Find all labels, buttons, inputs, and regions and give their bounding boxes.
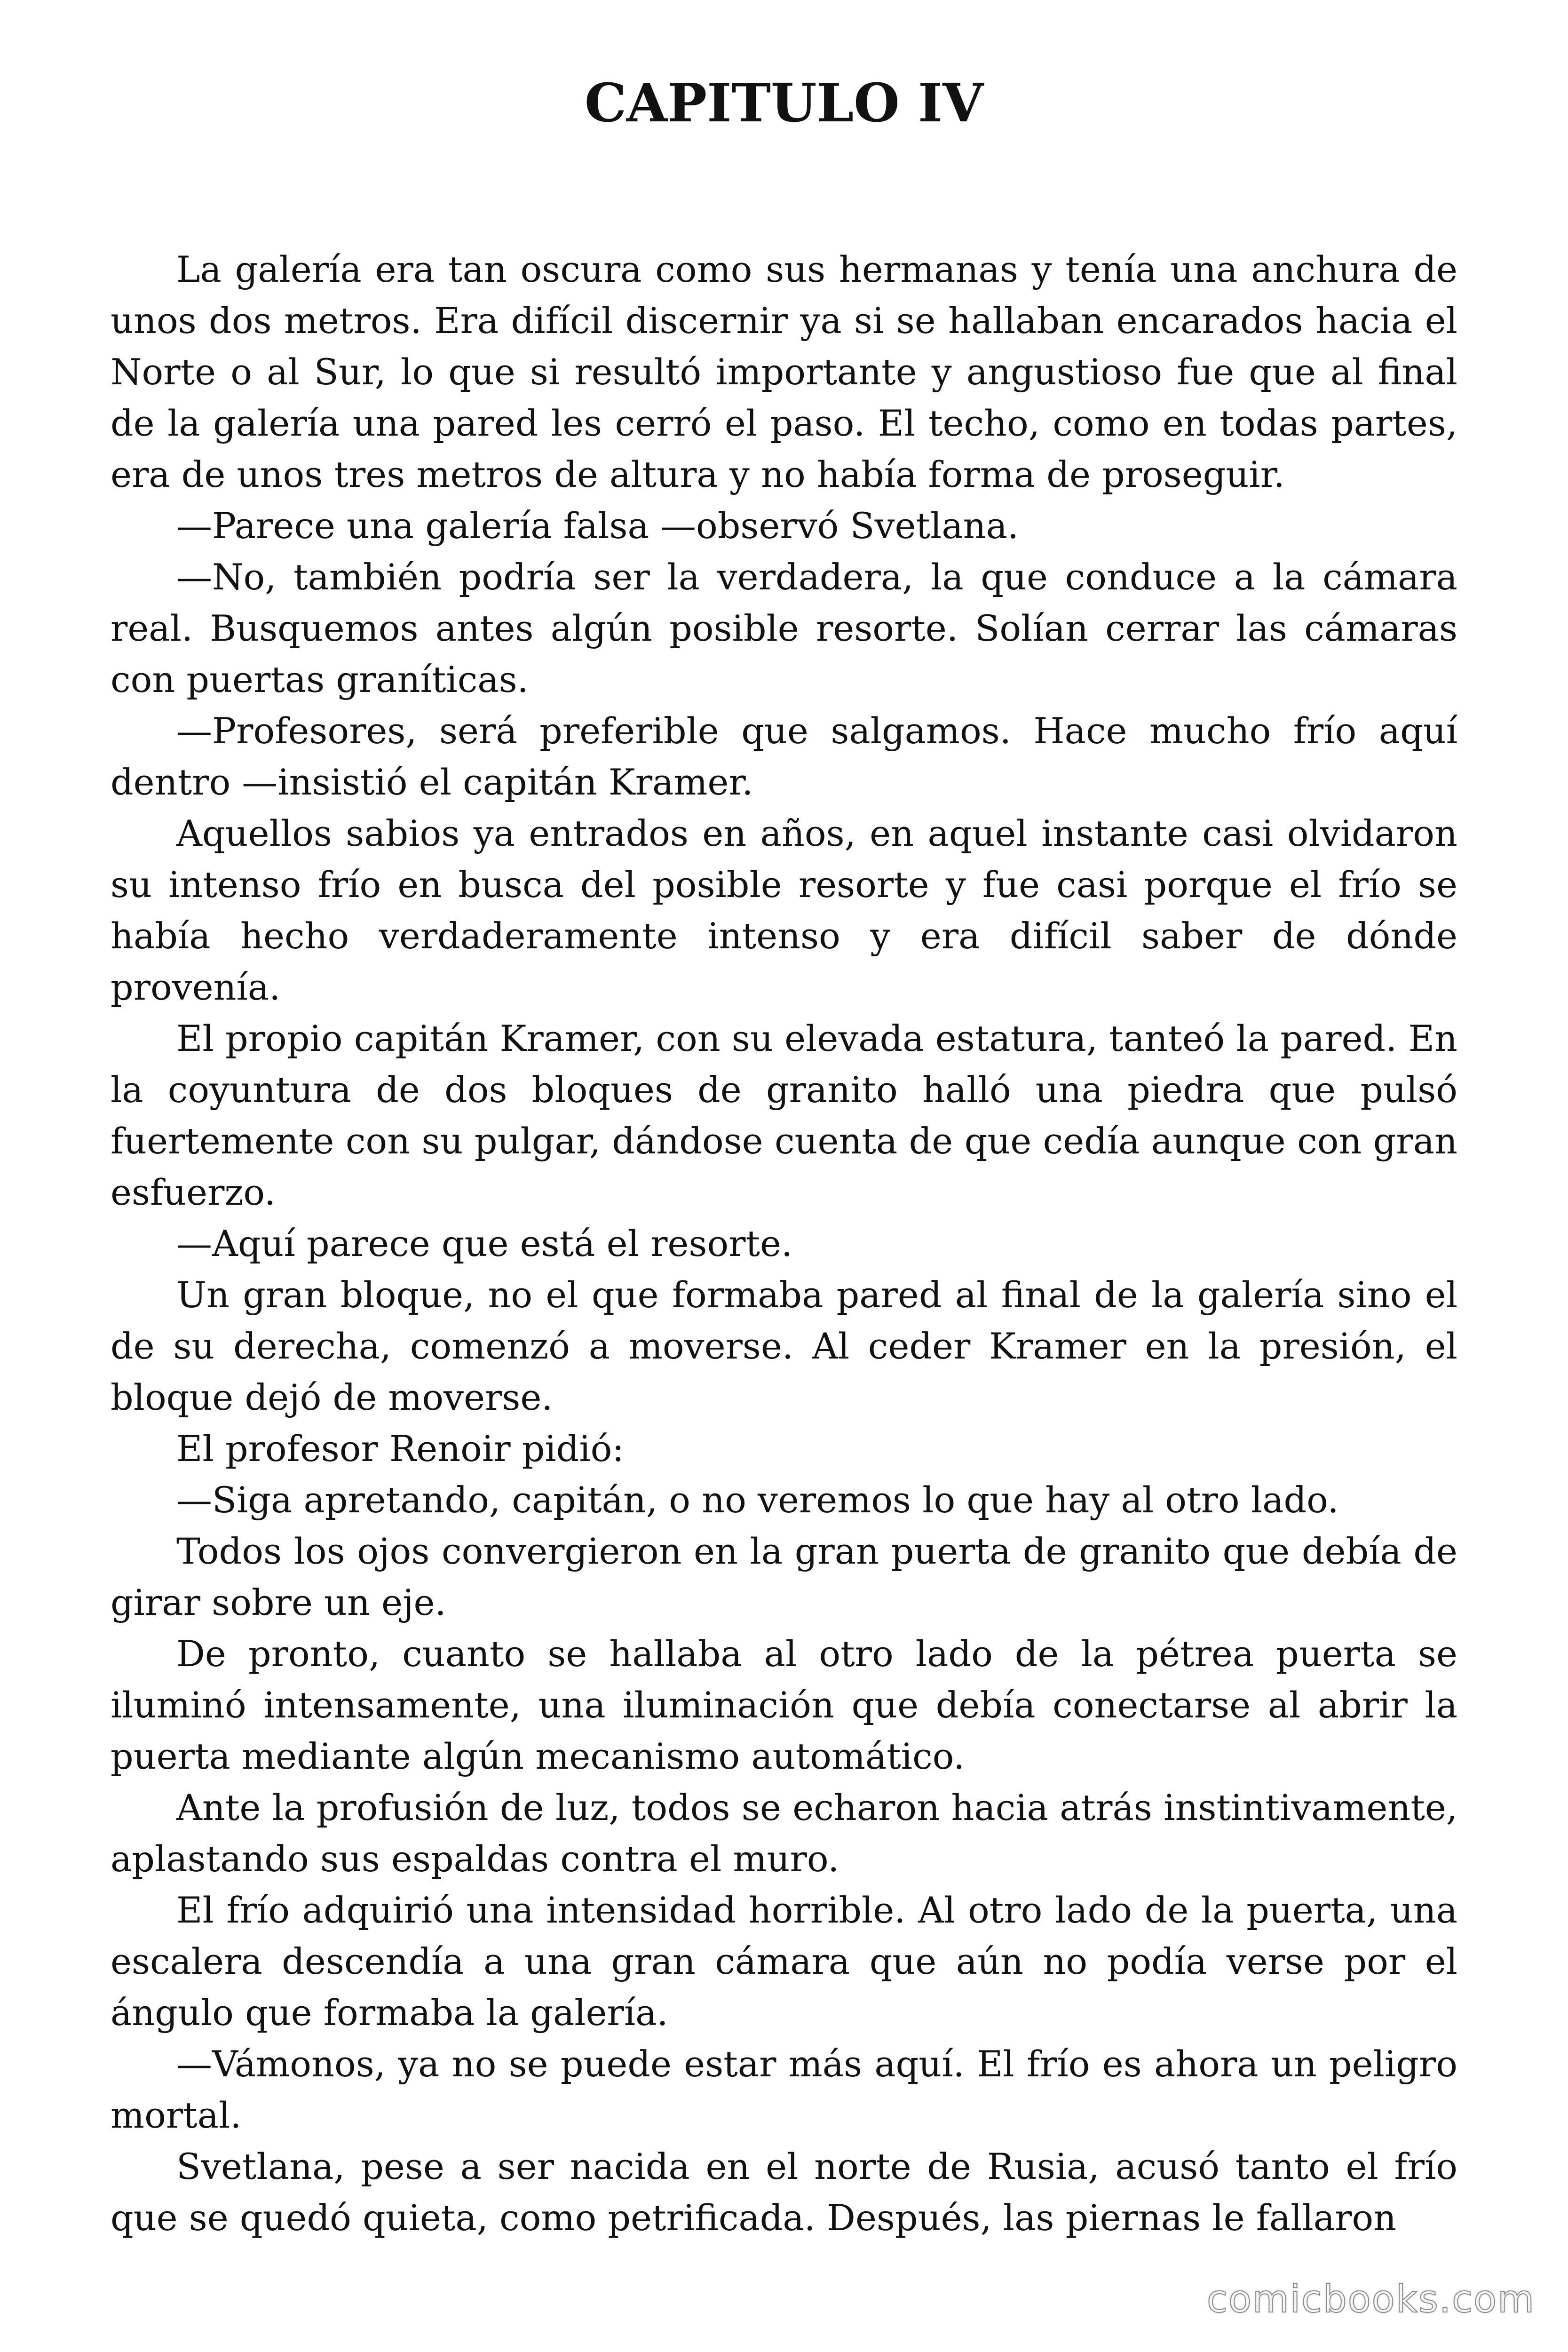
paragraph: Todos los ojos convergieron en la gran puerta de granito que debía de girar sobre un eje. (111, 1530, 1457, 1623)
paragraph: Un gran bloque, no el que formaba pared al final de la galería sino el de su derecha, comenzó a moverse. Al ceder Kramer en la presión, el bloque dejó de moverse. (111, 1274, 1457, 1418)
paragraph: —Siga apretando, capitán, o no veremos lo que hay al otro lado. (176, 1479, 1339, 1521)
paragraph: El propio capitán Kramer, con su elevada estatura, tanteó la pared. En la coyuntura de dos bloques de granito halló una piedra que pulsó fuertemente con su pulgar, dándose cuenta de que cedía aunque con gran esfuerzo. (111, 1017, 1457, 1213)
paragraph: —Profesores, será preferible que salgamos. Hace mucho frío aquí dentro —insistió el capitán Kramer. (111, 710, 1457, 803)
paragraph: —Parece una galería falsa —observó Svetlana. (176, 505, 1019, 547)
chapter-title: CAPITULO IV (584, 72, 984, 134)
paragraph: De pronto, cuanto se hallaba al otro lado de la pétrea puerta se iluminó intensamente, una iluminación que debía conectarse al abrir la puerta mediante algún mecanismo automático. (111, 1633, 1457, 1777)
paragraph: —Aquí parece que está el resorte. (176, 1223, 793, 1264)
paragraph: El profesor Renoir pidió: (176, 1428, 625, 1470)
chapter-body (111, 244, 1457, 2243)
watermark: comicbooks.com (1206, 2277, 1535, 2321)
paragraph: Ante la profusión de luz, todos se echaron hacia atrás instintivamente, aplastando sus espaldas contra el muro. (111, 1787, 1457, 1880)
paragraph: El frío adquirió una intensidad horrible. Al otro lado de la puerta, una escalera descendía a una gran cámara que aún no podía verse por el ángulo que formaba la galería. (111, 1889, 1457, 2034)
paragraph: Aquellos sabios ya entrados en años, en aquel instante casi olvidaron su intenso frío en busca del posible resorte y fue casi porque el frío se había hecho verdaderamente intenso y era difícil saber de dónde provenía. (111, 812, 1457, 1008)
paragraph: Svetlana, pese a ser nacida en el norte de Rusia, acusó tanto el frío que se quedó quieta, como petrificada. Después, las piernas le fallaron (111, 2145, 1457, 2239)
paragraph: —Vámonos, ya no se puede estar más aquí. El frío es ahora un peligro mortal. (111, 2043, 1457, 2136)
paragraph: —No, también podría ser la verdadera, la que conduce a la cámara real. Busquemos antes algún posible resorte. Solían cerrar las cámaras con puertas graníticas. (111, 556, 1457, 700)
paragraph: La galería era tan oscura como sus hermanas y tenía una anchura de unos dos metros. Era difícil discernir ya si se hallaban encarados hacia el Norte o al Sur, lo que si resultó importante y angustioso fue que al final de la galería una pared les cerró el paso. El techo, como en todas partes, era de unos tres metros de altura y no había forma de proseguir. (111, 248, 1457, 495)
